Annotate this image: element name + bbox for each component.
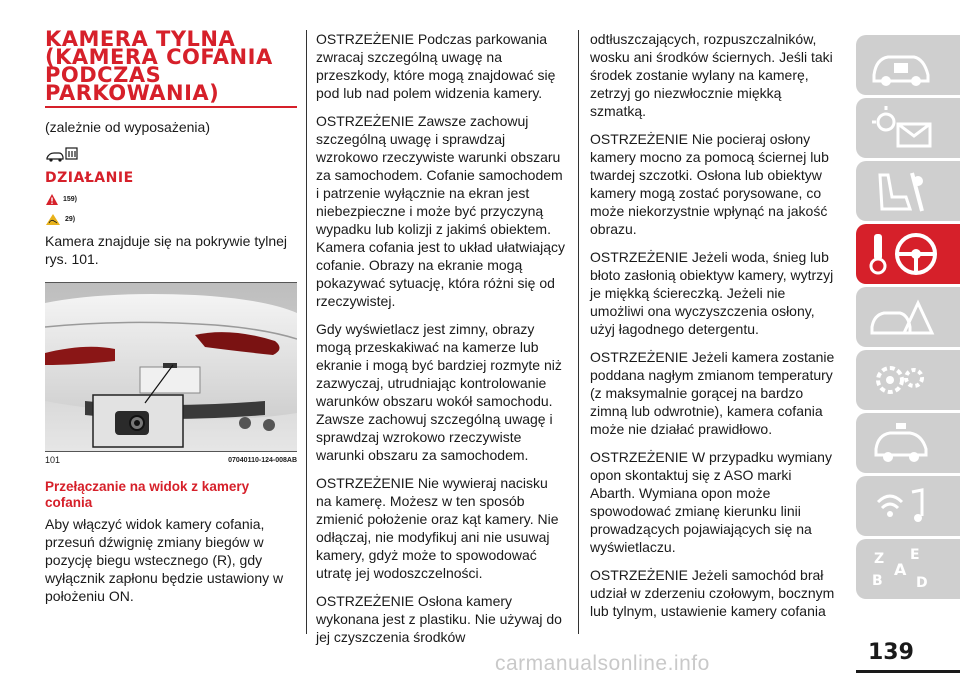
key-steering-wheel-icon xyxy=(866,230,946,278)
column-divider-2 xyxy=(578,30,579,634)
caution-ref-number: 29) xyxy=(65,215,76,223)
svg-text:B: B xyxy=(872,573,883,589)
paragraph: OSTRZEŻENIE W przypadku wymiany opon skontaktuj się z ASO marki Abarth. Wymiana opon może spowodować zmianę kierunku linii prowadzących pojawiających się na wyświetlaczu. xyxy=(590,449,832,555)
tab-starting-driving[interactable] xyxy=(856,224,960,284)
tab-emergency[interactable] xyxy=(856,287,960,347)
page-number: 139 xyxy=(868,640,914,665)
figure-number: 101 xyxy=(45,455,61,465)
column-left xyxy=(45,27,297,605)
tab-multimedia[interactable] xyxy=(856,476,960,536)
paragraph: OSTRZEŻENIE Podczas parkowania zwracaj szczególną uwagę na przeszkody, które mogą znajdować się pod lub nad polem widzenia kamery. xyxy=(316,31,556,101)
watermark: carmanualsonline.info xyxy=(495,652,710,675)
warning-ref-number: 159) xyxy=(63,195,78,203)
maintenance-icon xyxy=(866,356,936,404)
column-middle xyxy=(316,30,566,656)
tab-lights[interactable] xyxy=(856,98,960,158)
lights-mail-icon xyxy=(866,104,936,152)
multimedia-icon xyxy=(866,482,936,530)
danger-triangle-icon xyxy=(45,193,59,206)
section-title: KAMERA TYLNA (KAMERA COFANIA PODCZAS PARKOWANIA) xyxy=(45,27,273,105)
tab-safety[interactable] xyxy=(856,161,960,221)
svg-text:Z: Z xyxy=(874,551,885,567)
tab-technical-data[interactable] xyxy=(856,413,960,473)
paragraph: OSTRZEŻENIE Jeżeli kamera zostanie poddana nagłym zmianom temperatury (z maksymalnie gorącej na bardzo zimną lub odwrotnie), kamera cofania może nie działać prawidłowo. xyxy=(590,349,835,437)
seat-safety-icon xyxy=(866,167,936,215)
paragraph: odtłuszczających, rozpuszczalników, wosku ani środków ściernych. Jeśli taki środek zostanie wylany na kamerę, zetrzyj go niezwłocznie miękką szmatką. xyxy=(590,31,833,119)
activation-text: Aby włączyć widok kamery cofania, przesuń dźwignię zmiany biegów w pozycję biegu wstecznego (R), gdy wyłącznik zapłonu będzie ustawiony w położeniu ON. xyxy=(45,516,284,604)
paragraph: Gdy wyświetlacz jest zimny, obrazy mogą przeskakiwać na kamerze lub ekranie i mogą być bardziej rozmyte niż zazwyczaj, utrudniając kontrolowanie warunków obszaru wokół samochodu. Zawsze zachowuj szczególną uwagę i sprawdzaj wzrokowo rzeczywiste warunki obszaru za samochodem. xyxy=(316,321,562,463)
column-right xyxy=(590,30,838,630)
car-info-icon xyxy=(866,41,936,89)
chapter-tabs xyxy=(856,35,960,602)
svg-text:A: A xyxy=(894,560,907,579)
car-camera-icon xyxy=(45,145,79,163)
paragraph: OSTRZEŻENIE Zawsze zachowuj szczególną uwagę i sprawdzaj wzrokowo rzeczywiste warunki obszaru za samochodem. Cofanie samochodem i patrzenie wyłącznie na ekran jest niebezpieczne i może być przyczyną wypadku lub kolizji z jakimś obiektem. Kamera cofania jest to układ ułatwiający cofanie. Obrazy na ekranie mogą pokazywać sytuację, która różni się od rzeczywistej. xyxy=(316,113,566,309)
paragraph: OSTRZEŻENIE Nie pocieraj osłony kamery mocno za pomocą ściernej lub twardej szczotki. Osłona lub obiektyw kamery mogą zostać porysowane, co może niekorzystnie wpłynąć na jakość obrazu. xyxy=(590,131,829,237)
paragraph: OSTRZEŻENIE Jeżeli woda, śnieg lub błoto zasłonią obiektyw kamery, wytrzyj je miękką ściereczką. Jeżeli nie umożliwi ona wyczyszczenia osłony, użyj łagodnego detergentu. xyxy=(590,249,834,337)
figure-rear-camera xyxy=(45,282,297,452)
svg-text:D: D xyxy=(916,575,928,591)
title-underline xyxy=(45,106,297,108)
caution-triangle-icon xyxy=(45,213,61,226)
figure-code: 07040110-124-008AB xyxy=(228,456,297,464)
svg-text:E: E xyxy=(910,547,920,563)
tab-index[interactable] xyxy=(856,539,960,599)
tab-maintenance[interactable] xyxy=(856,350,960,410)
equipment-note: (zależnie od wyposażenia) xyxy=(45,119,210,135)
technical-data-icon xyxy=(866,419,936,467)
paragraph: OSTRZEŻENIE Jeżeli samochód brał udział w zderzeniu czołowym, bocznym lub tylnym, ustawienie kamery cofania xyxy=(590,567,835,619)
equipment-icon xyxy=(45,144,297,164)
warning-ref-danger xyxy=(45,192,297,206)
warning-ref-caution xyxy=(45,212,297,226)
page-number-rule xyxy=(856,670,960,673)
figure-caption xyxy=(45,455,297,465)
paragraph: OSTRZEŻENIE Nie wywieraj nacisku na kamerę. Możesz w ten sposób zmienić położenie oraz kąt kamery. Nie odłączaj, nie modyfikuj ani nie usuwaj kamery, gdyż może to spowodować utratę jej wodoszczelności. xyxy=(316,475,559,581)
tab-dashboard[interactable] xyxy=(856,35,960,95)
column-divider-1 xyxy=(306,30,307,634)
section-heading: DZIAŁANIE xyxy=(45,170,134,186)
intro-text: Kamera znajduje się na pokrywie tylnej rys. 101. xyxy=(45,233,288,267)
subheading: Przełączanie na widok z kamery cofania xyxy=(45,479,250,510)
paragraph: OSTRZEŻENIE Osłona kamery wykonana jest z plastiku. Nie używaj do jej czyszczenia środków xyxy=(316,593,562,645)
alphabetical-index-icon xyxy=(866,545,936,593)
rear-camera-photo xyxy=(45,283,297,451)
emergency-icon xyxy=(866,293,936,341)
